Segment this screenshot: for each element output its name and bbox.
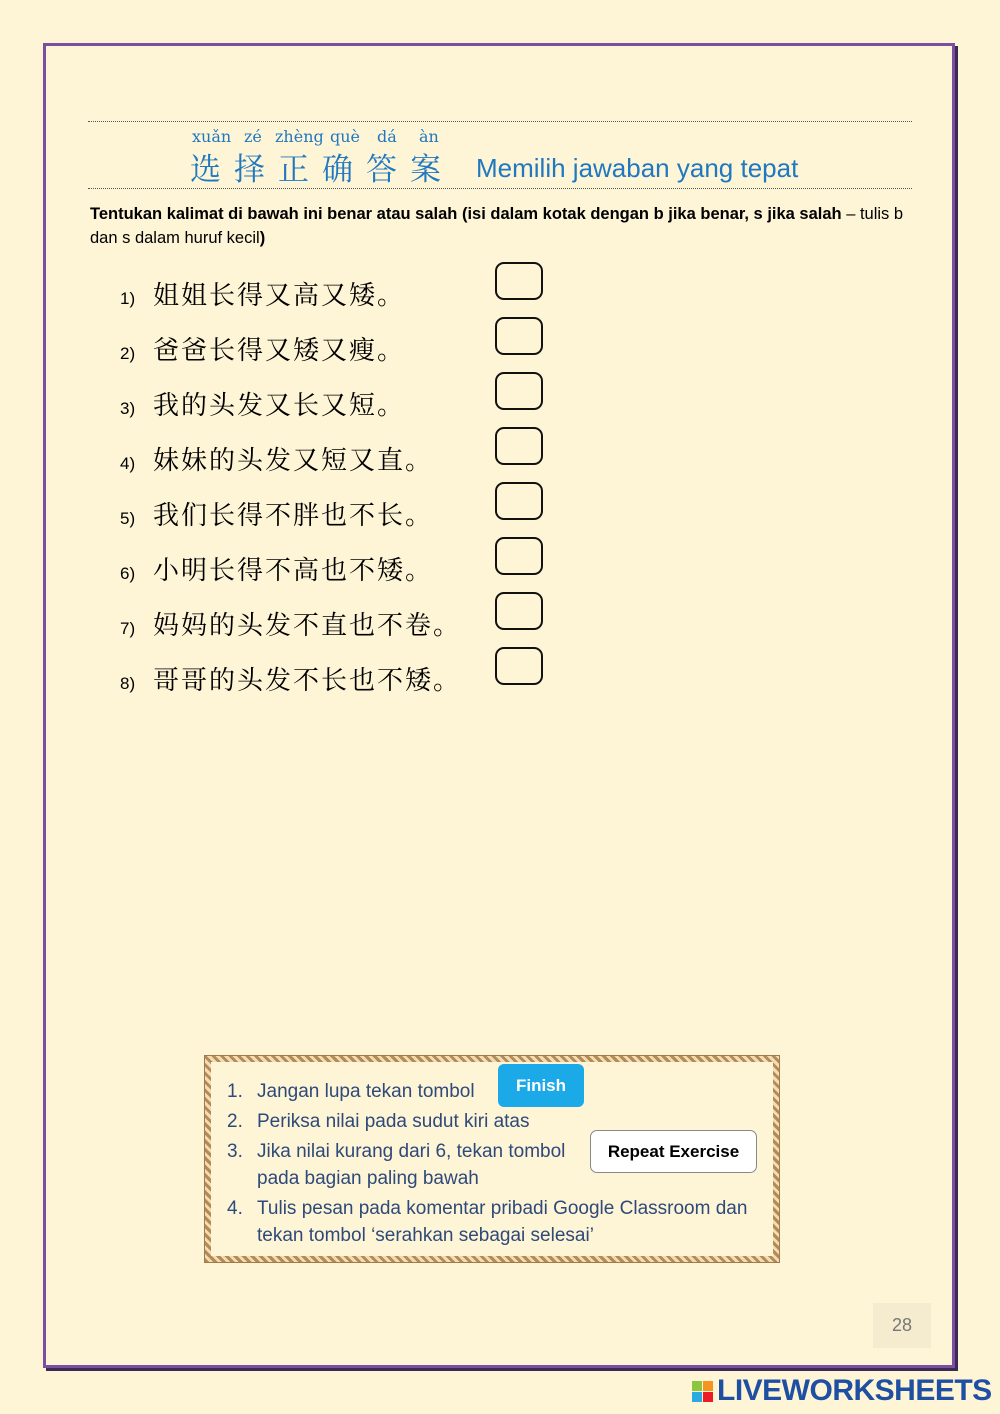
pinyin-syllable: xuǎn [192, 127, 232, 146]
brand-name: LIVEWORKSHEETS [717, 1374, 992, 1407]
note-text: Tulis pesan pada komentar pribadi Google Classroom dan tekan tombol ‘serahkan sebagai selesai’ [257, 1198, 748, 1246]
pinyin-syllable: què [330, 127, 361, 146]
question-text: 我的头发又长又短。 [153, 391, 406, 421]
answer-box-8[interactable] [495, 647, 543, 685]
divider-top [88, 121, 912, 122]
question-number: 5) [120, 509, 136, 528]
pinyin-syllable: àn [419, 127, 439, 146]
note-number: 3. [227, 1141, 243, 1162]
note-item [227, 1138, 587, 1192]
page-number: 28 [873, 1303, 931, 1348]
finish-button[interactable]: Finish [498, 1064, 584, 1107]
answer-box-5[interactable] [495, 482, 543, 520]
pinyin-syllable: zhèng [275, 127, 324, 146]
instructions [90, 202, 915, 250]
question-number: 3) [120, 399, 136, 418]
question-number: 4) [120, 454, 136, 473]
liveworksheets-logo-icon [692, 1381, 713, 1402]
question-text: 我们长得不胖也不长。 [153, 501, 434, 531]
note-text: Jika nilai kurang dari 6, tekan tombol pada bagian paling bawah [257, 1141, 566, 1189]
question-number: 7) [120, 619, 136, 638]
pinyin-syllable: dá [377, 127, 397, 146]
question-number: 8) [120, 674, 136, 693]
question-text: 哥哥的头发不长也不矮。 [153, 666, 462, 696]
note-number: 1. [227, 1081, 243, 1102]
pinyin-syllable: zé [244, 127, 262, 146]
instructions-normal: – tulis b dan s dalam huruf kecil [90, 205, 904, 247]
question-number: 6) [120, 564, 136, 583]
question-text: 小明长得不高也不矮。 [153, 556, 434, 586]
question-text: 妈妈的头发不直也不卷。 [153, 611, 462, 641]
question-number: 1) [120, 289, 136, 308]
answer-box-6[interactable] [495, 537, 543, 575]
answer-box-2[interactable] [495, 317, 543, 355]
note-text: Periksa nilai pada sudut kiri atas [257, 1111, 530, 1132]
liveworksheets-brand[interactable] [692, 1374, 992, 1408]
question-text: 爸爸长得又矮又瘦。 [153, 336, 406, 366]
answer-box-7[interactable] [495, 592, 543, 630]
question-text: 姐姐长得又高又矮。 [153, 281, 406, 311]
question-text: 妹妹的头发又短又直。 [153, 446, 434, 476]
chinese-title: 选择正确答案 [190, 152, 454, 188]
note-number: 4. [227, 1198, 243, 1219]
instructions-bold: Tentukan kalimat di bawah ini benar atau salah (isi dalam kotak dengan b jika benar, s jika salah [90, 205, 842, 223]
note-item [227, 1078, 757, 1105]
note-number: 2. [227, 1111, 243, 1132]
answer-box-3[interactable] [495, 372, 543, 410]
instructions-closing: ) [259, 229, 266, 247]
answer-box-1[interactable] [495, 262, 543, 300]
note-item [227, 1195, 757, 1249]
note-text: Jangan lupa tekan tombol [257, 1081, 475, 1102]
malay-title: Memilih jawaban yang tepat [476, 153, 799, 183]
repeat-exercise-button[interactable]: Repeat Exercise [590, 1130, 757, 1173]
question-number: 2) [120, 344, 136, 363]
answer-box-4[interactable] [495, 427, 543, 465]
